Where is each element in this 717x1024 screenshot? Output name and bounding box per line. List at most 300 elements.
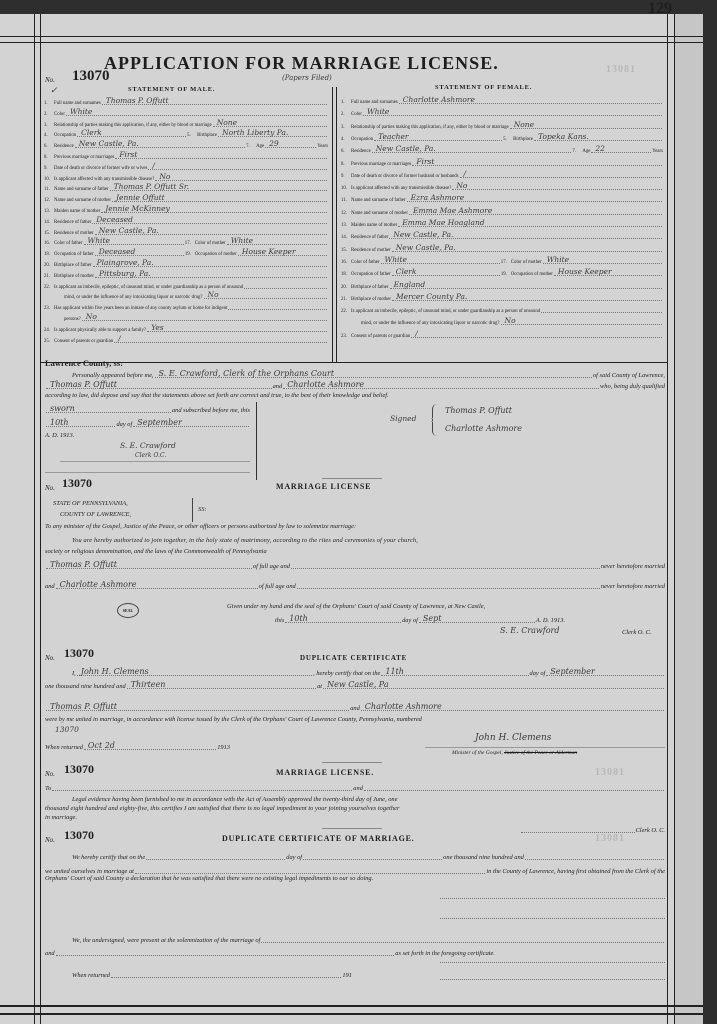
statement-row xyxy=(44,162,328,171)
field-value-line xyxy=(227,237,327,245)
row-number: 23. xyxy=(44,306,50,312)
license-date-line xyxy=(275,615,565,624)
ss-label: SS: xyxy=(198,506,207,513)
statement-row xyxy=(44,140,328,149)
field-label: Color of mother xyxy=(194,241,226,247)
license-authorization: You are hereby authorized to join together, in the holy state of matrimony, according to the rites and ceremonies of your church, xyxy=(72,537,418,544)
field-value-line xyxy=(93,259,327,267)
row-number: 22. xyxy=(44,284,50,290)
top-border-line xyxy=(0,42,703,43)
row-number: 7. xyxy=(246,144,250,150)
marriage-month-value: September xyxy=(550,667,595,676)
application-number-label: No. xyxy=(45,76,55,84)
dup2-number: 13070 xyxy=(64,828,94,842)
statement-row xyxy=(44,324,328,333)
statement-row xyxy=(44,97,328,106)
field-label: Residence xyxy=(54,144,74,150)
bride-name-value: Charlotte Ashmore xyxy=(287,380,365,389)
signature-line xyxy=(440,898,665,900)
dup2-line-2 xyxy=(45,866,665,875)
page-margin xyxy=(674,14,703,1024)
dup2-text: one thousand nine hundred and xyxy=(443,854,524,861)
field-value: Jennie McKinney xyxy=(105,204,170,213)
statement-row xyxy=(44,237,328,246)
field-label: Has applicant within five years been an inmate of any county asylum or home for indigent xyxy=(54,306,228,312)
field-value-line xyxy=(77,129,186,137)
field-label: persons? xyxy=(64,317,81,322)
row-number: 20. xyxy=(341,284,347,290)
marriage-day-field xyxy=(381,668,528,676)
row-number: 21. xyxy=(44,273,50,279)
field-value: 29 xyxy=(269,139,279,149)
field-value: White xyxy=(546,254,570,264)
duplicate-line-2 xyxy=(45,681,665,690)
returned-date-value: Oct 2d xyxy=(87,741,115,750)
dup2-day-field[interactable] xyxy=(146,852,285,860)
row-number: 24. xyxy=(44,327,50,333)
statement-row xyxy=(44,227,328,236)
field-label: Consent of parents or guardian xyxy=(54,338,114,344)
field-label: Birthplace of father xyxy=(54,263,92,268)
field-value: Emma Mae Ashmore xyxy=(413,205,493,215)
statement-row xyxy=(341,293,663,302)
field-label: Birthplace of mother xyxy=(54,273,94,279)
clerk-signature: S. E. Crawford xyxy=(120,441,176,450)
field-value-line xyxy=(452,182,662,190)
field-value-line xyxy=(510,121,662,129)
field-value-line xyxy=(407,194,662,202)
statement-row xyxy=(44,216,328,225)
statement-row xyxy=(44,108,328,117)
witness-line-2 xyxy=(45,948,495,957)
affidavit-line-3: according to law, did depose and say that the statements above set forth are correct and true, to the best of their knowledge and belief. xyxy=(45,392,389,399)
statement-row xyxy=(341,268,663,277)
divider-line xyxy=(322,762,382,763)
field-value: White xyxy=(366,107,390,117)
field-label: Occupation of mother xyxy=(194,252,237,258)
field-label: Maiden name of mother xyxy=(351,223,398,228)
row-number: 16. xyxy=(44,241,50,247)
license2-text: and xyxy=(353,785,363,792)
row-number: 13. xyxy=(44,209,50,214)
field-value: White xyxy=(384,254,407,264)
dup2-line-1 xyxy=(72,852,665,861)
field-value: First xyxy=(119,150,138,159)
field-value-line xyxy=(411,330,662,338)
faint-stamp: 13081 xyxy=(595,833,625,844)
license-number-label: No. xyxy=(45,484,55,492)
field-label: Maiden name of mother xyxy=(54,209,101,214)
row-number: 17. xyxy=(500,259,507,265)
field-value: North Liberty Pa. xyxy=(222,128,289,138)
field-value-line xyxy=(591,145,651,153)
statement-row xyxy=(341,231,663,240)
license-text: of full age and xyxy=(258,583,296,590)
field-value: None xyxy=(216,117,238,127)
marriage-day-value: 11th xyxy=(385,667,404,676)
field-value-line xyxy=(381,256,500,264)
license-text: and xyxy=(45,583,55,590)
field-label: Occupation xyxy=(54,133,77,139)
field-value-line xyxy=(148,162,327,170)
statement-row xyxy=(341,194,663,203)
license-day-field xyxy=(285,615,401,623)
dup2-year-field[interactable] xyxy=(525,852,664,860)
month-value: September xyxy=(137,418,182,427)
license-month-value: Sept xyxy=(422,614,442,623)
bride-value: Charlotte Ashmore xyxy=(364,702,442,711)
sworn-line xyxy=(45,405,250,414)
signature-line xyxy=(425,747,665,748)
marriage-year-field xyxy=(127,681,316,689)
row-number: 16. xyxy=(341,259,347,265)
license2-paragraph-1: Legal evidence having been furnished to me in accordance with the Act of Assembly approved the twenty-third day of June, one xyxy=(72,796,398,803)
field-label: Occupation of father xyxy=(351,272,391,278)
affidavit-line-1 xyxy=(72,370,665,379)
field-value-line xyxy=(398,219,662,227)
license2-clerk-field[interactable] xyxy=(521,825,635,833)
field-value-line xyxy=(390,281,662,289)
field-value: New Castle, Pa. xyxy=(98,225,159,235)
field-value-line xyxy=(372,145,572,153)
row-number: 1. xyxy=(44,101,48,106)
dup2-number-label: No. xyxy=(45,836,55,844)
field-value-line xyxy=(389,231,662,239)
row-number: 5. xyxy=(503,136,507,142)
faint-stamp: 13081 xyxy=(606,64,636,75)
sworn-field xyxy=(46,405,171,413)
marriage-year-value: Thirteen xyxy=(130,680,166,689)
bracket-line xyxy=(256,402,257,480)
field-value: No xyxy=(85,312,97,321)
field-label: Residence xyxy=(351,149,371,155)
dup2-place-field[interactable] xyxy=(135,866,485,874)
marriage-place-field xyxy=(323,681,664,689)
field-label: Residence of mother xyxy=(351,247,391,253)
minister-title-text: Minister of the Gospel, xyxy=(452,750,503,756)
field-value: No xyxy=(159,171,171,181)
minister-title xyxy=(452,750,577,756)
field-label: Previous marriage or marriages xyxy=(351,161,412,167)
field-label: Birthplace xyxy=(197,133,218,139)
signature-line xyxy=(45,472,250,473)
statement-row xyxy=(44,259,328,268)
dup2-returned-field[interactable] xyxy=(111,970,341,978)
field-value-line xyxy=(244,281,327,289)
field-value: Thomas P. Offutt xyxy=(105,96,169,105)
field-label: Is applicant an imbecile, epileptic, of unsound mind, or under guardianship as a person of unsound xyxy=(351,309,541,315)
license2-groom-field[interactable] xyxy=(52,783,352,791)
signature-line xyxy=(440,979,665,981)
field-value-line xyxy=(92,216,327,224)
bride-status-field xyxy=(297,581,600,589)
license2-paragraph-2: thousand eight hundred and eighty-five, this certifies I am satisfied that there is no legal impediment to your joining yourselves together xyxy=(45,805,400,812)
bracket-line xyxy=(192,498,193,522)
statement-row xyxy=(341,244,663,253)
field-value-line xyxy=(95,227,327,235)
field-label: Is applicant affected with any transmissible disease? xyxy=(351,186,452,192)
statement-row xyxy=(341,182,663,191)
field-value-line xyxy=(82,313,327,321)
section-divider xyxy=(40,362,667,363)
right-border-line xyxy=(667,14,668,1024)
sworn-value: sworn xyxy=(50,404,75,413)
field-value-line xyxy=(554,268,662,276)
field-value: Charlotte Ashmore xyxy=(402,95,475,104)
month-field xyxy=(133,419,249,427)
field-value: White xyxy=(69,106,93,116)
row-number: 11. xyxy=(44,187,50,193)
row-number: 11. xyxy=(341,198,347,204)
license2-number-label: No. xyxy=(45,770,55,778)
papers-filed-annotation: (Papers Filed) xyxy=(282,74,332,82)
statement-row xyxy=(64,291,328,300)
field-value-line xyxy=(392,268,500,276)
witness-line-1 xyxy=(72,935,665,944)
field-label: Residence of mother xyxy=(54,230,94,236)
row-number: 3. xyxy=(44,122,48,128)
field-label: Occupation of father xyxy=(54,252,94,258)
duplicate-text: I, xyxy=(72,670,76,677)
signature-line xyxy=(440,962,665,964)
row-number: 14. xyxy=(341,235,347,241)
field-value: None xyxy=(513,119,535,129)
field-value: No xyxy=(207,290,219,300)
field-value: No xyxy=(456,181,468,191)
groom-name-field xyxy=(46,381,272,389)
field-value: Mercer County Pa. xyxy=(395,291,468,301)
field-value: House Keeper xyxy=(557,267,612,277)
row-number: 14. xyxy=(44,219,50,225)
license-address: To any minister of the Gospel, Justice of the Peace, or other officers or persons authorized by law to solemnize marriage: xyxy=(45,523,357,530)
signature-brace-top xyxy=(432,404,438,418)
field-value-line xyxy=(75,140,245,148)
license2-bride-field[interactable] xyxy=(364,783,664,791)
statement-row xyxy=(44,248,328,257)
duplicate-number-label: No. xyxy=(45,654,55,662)
field-label: Previous marriage or marriages xyxy=(54,155,115,160)
license2-text: Clerk O. C. xyxy=(635,827,665,834)
field-label: Full name and surnames xyxy=(351,100,398,105)
field-value-line xyxy=(66,108,327,116)
witness-names-field[interactable] xyxy=(261,935,664,943)
license-text: never heretofore married xyxy=(600,563,665,570)
when-returned-line xyxy=(45,742,230,751)
row-number: 8. xyxy=(341,161,345,167)
field-value-line xyxy=(374,133,502,141)
statement-row xyxy=(44,205,328,214)
field-value-line xyxy=(84,237,184,245)
statement-row xyxy=(44,151,328,160)
field-value: Pittsburg, Pa. xyxy=(98,268,151,278)
field-label: Birthplace xyxy=(513,136,534,142)
dup2-text: 191 xyxy=(342,972,352,979)
field-value-line xyxy=(101,205,327,213)
statement-row xyxy=(341,121,663,130)
statement-row xyxy=(44,302,328,311)
field-value-line xyxy=(534,133,662,141)
county-label: COUNTY OF LAWRENCE, xyxy=(60,511,131,518)
row-number: 21. xyxy=(341,296,347,302)
dup2-month-field[interactable] xyxy=(303,852,442,860)
row-number: 13. xyxy=(341,223,347,228)
field-value-line xyxy=(363,108,662,116)
field-value: Yes xyxy=(151,322,164,332)
left-border-line xyxy=(40,14,41,1024)
statement-row xyxy=(44,281,328,290)
row-number: 20. xyxy=(44,263,50,268)
field-label: Name and surname of father xyxy=(54,187,109,193)
row-number: 4. xyxy=(341,136,345,142)
row-number: 3. xyxy=(341,124,345,130)
row-number: 25. xyxy=(44,338,50,344)
statement-row xyxy=(44,194,328,203)
field-label: Relationship of parties making this application, if any, either by blood or marriage xyxy=(54,122,212,128)
field-label: Color of mother xyxy=(510,259,542,265)
field-suffix: Years xyxy=(652,149,663,155)
statement-row xyxy=(44,270,328,279)
row-number: 1. xyxy=(341,100,345,105)
male-statement-heading: STATEMENT OF MALE. xyxy=(128,86,216,93)
field-value-line xyxy=(95,270,327,278)
row-number: 19. xyxy=(184,252,191,258)
license2-to-line xyxy=(45,783,665,792)
license2-clerk-line xyxy=(520,825,665,834)
field-label: Color of father xyxy=(54,241,83,247)
field-value: Clerk xyxy=(395,267,417,277)
statement-row xyxy=(341,108,663,117)
field-label: Full name and surnames xyxy=(54,101,101,106)
field-value: Deceased xyxy=(96,214,133,224)
statement-row xyxy=(341,281,663,290)
field-label: Birthplace of father xyxy=(351,284,389,290)
row-number: 22. xyxy=(341,309,347,315)
field-value-line xyxy=(392,244,662,252)
field-value: House Keeper xyxy=(241,247,296,257)
field-value: / xyxy=(463,168,467,178)
groom-signature: Thomas P. Offutt xyxy=(445,406,512,415)
dup2-text: We, the undersigned, were present at the solemnization of the marriage of xyxy=(72,937,261,944)
license2-number: 13070 xyxy=(64,762,94,776)
row-number: 17. xyxy=(184,241,191,247)
signature-line xyxy=(440,918,665,920)
field-label: Residence of father xyxy=(54,219,92,225)
application-number: 13070 xyxy=(72,68,110,84)
groom-field xyxy=(46,703,349,711)
duplicate-line-3 xyxy=(45,703,665,712)
marriage-month-field xyxy=(546,668,664,676)
field-value-line xyxy=(110,183,327,191)
field-label: Relationship of parties making this application, if any, either by blood or marriage xyxy=(351,124,509,130)
duplicate-text: at xyxy=(317,683,323,690)
field-value: / xyxy=(415,328,418,338)
bride-name-field xyxy=(283,381,599,389)
field-value-line xyxy=(147,324,327,332)
application-title: APPLICATION FOR MARRIAGE LICENSE. xyxy=(104,53,499,73)
statement-row xyxy=(341,330,663,339)
divider-line xyxy=(322,828,382,829)
row-number: 15. xyxy=(341,247,347,253)
county-venue: Lawrence County, ss: xyxy=(45,358,123,368)
given-under-hand: Given under my hand and the seal of the Orphans' Court of said County of Lawrence, at New Castle, xyxy=(227,603,486,610)
field-value-line xyxy=(204,291,327,299)
field-value-line xyxy=(228,302,327,310)
marriage-place-value: New Castle, Pa xyxy=(327,680,389,689)
field-label: Color xyxy=(351,112,362,118)
field-value-line xyxy=(115,151,327,159)
check-mark: ✓ xyxy=(50,86,58,96)
field-value: 22 xyxy=(595,144,605,154)
field-value-line xyxy=(114,335,327,343)
field-label: Is applicant physically able to support a family? xyxy=(54,327,147,333)
returned-date-field xyxy=(84,742,216,750)
dup2-text: in the County of Lawrence, having first obtained from the Clerk of the xyxy=(486,868,665,875)
witness-names-field-2[interactable] xyxy=(56,948,395,956)
field-label: Date of death or divorce of former wife or wives xyxy=(54,165,148,171)
row-number: 2. xyxy=(341,112,345,118)
row-number: 9. xyxy=(341,173,345,179)
column-divider xyxy=(332,87,333,362)
field-label: Is applicant affected with any transmissible disease? xyxy=(54,176,155,182)
field-label: Occupation xyxy=(351,136,374,142)
field-value: White xyxy=(230,236,254,246)
clerk-title: Clerk O.C. xyxy=(135,452,167,459)
field-label: Consent of parents or guardian xyxy=(351,333,411,339)
row-number: 8. xyxy=(44,155,48,160)
field-value: White xyxy=(87,236,110,246)
signature-brace-bottom xyxy=(432,422,438,436)
affidavit-text: of said County of Lawrence, xyxy=(592,372,665,379)
field-suffix: Years xyxy=(317,144,328,150)
license-text: A. D. 1913. xyxy=(535,617,566,624)
field-label: Name and surname of mother xyxy=(54,198,112,204)
bride-value: Charlotte Ashmore xyxy=(59,580,137,589)
field-label: Birthplace of mother xyxy=(351,296,391,302)
statement-row xyxy=(341,133,663,142)
field-value-line xyxy=(238,248,327,256)
statement-row xyxy=(44,119,328,128)
right-border-line xyxy=(674,14,675,1024)
clerk-name-field xyxy=(155,370,592,378)
duplicate-text: day of xyxy=(529,670,546,677)
bottom-border-line xyxy=(0,1005,703,1007)
bride-license-line xyxy=(45,581,665,590)
field-label: Age xyxy=(256,144,265,150)
left-border-line xyxy=(34,14,35,1024)
dup2-title: DUPLICATE CERTIFICATE OF MARRIAGE. xyxy=(222,834,415,843)
groom-value: Thomas P. Offutt xyxy=(50,702,117,711)
row-number: 7. xyxy=(572,149,576,155)
day-field xyxy=(46,419,115,427)
field-value-line xyxy=(460,170,663,178)
field-value: Ezra Ashmore xyxy=(410,193,465,203)
duplicate-text: When returned xyxy=(45,744,83,751)
field-value-line xyxy=(543,256,662,264)
affidavit-line-2 xyxy=(45,381,665,390)
field-label: Age xyxy=(582,149,591,155)
row-number: 9. xyxy=(44,165,48,171)
duplicate-text: one thousand nine hundred and xyxy=(45,683,126,690)
field-label: Residence of father xyxy=(351,235,389,241)
row-number: 15. xyxy=(44,230,50,236)
court-seal: SEAL xyxy=(117,603,139,618)
field-value-line xyxy=(265,140,316,148)
license-clerk-title: Clerk O. C. xyxy=(622,629,652,636)
affidavit-text: and subscribed before me, this xyxy=(171,407,250,414)
field-value: New Castle, Pa. xyxy=(78,139,139,149)
statement-row xyxy=(44,129,328,138)
sworn-date-line xyxy=(45,419,250,428)
